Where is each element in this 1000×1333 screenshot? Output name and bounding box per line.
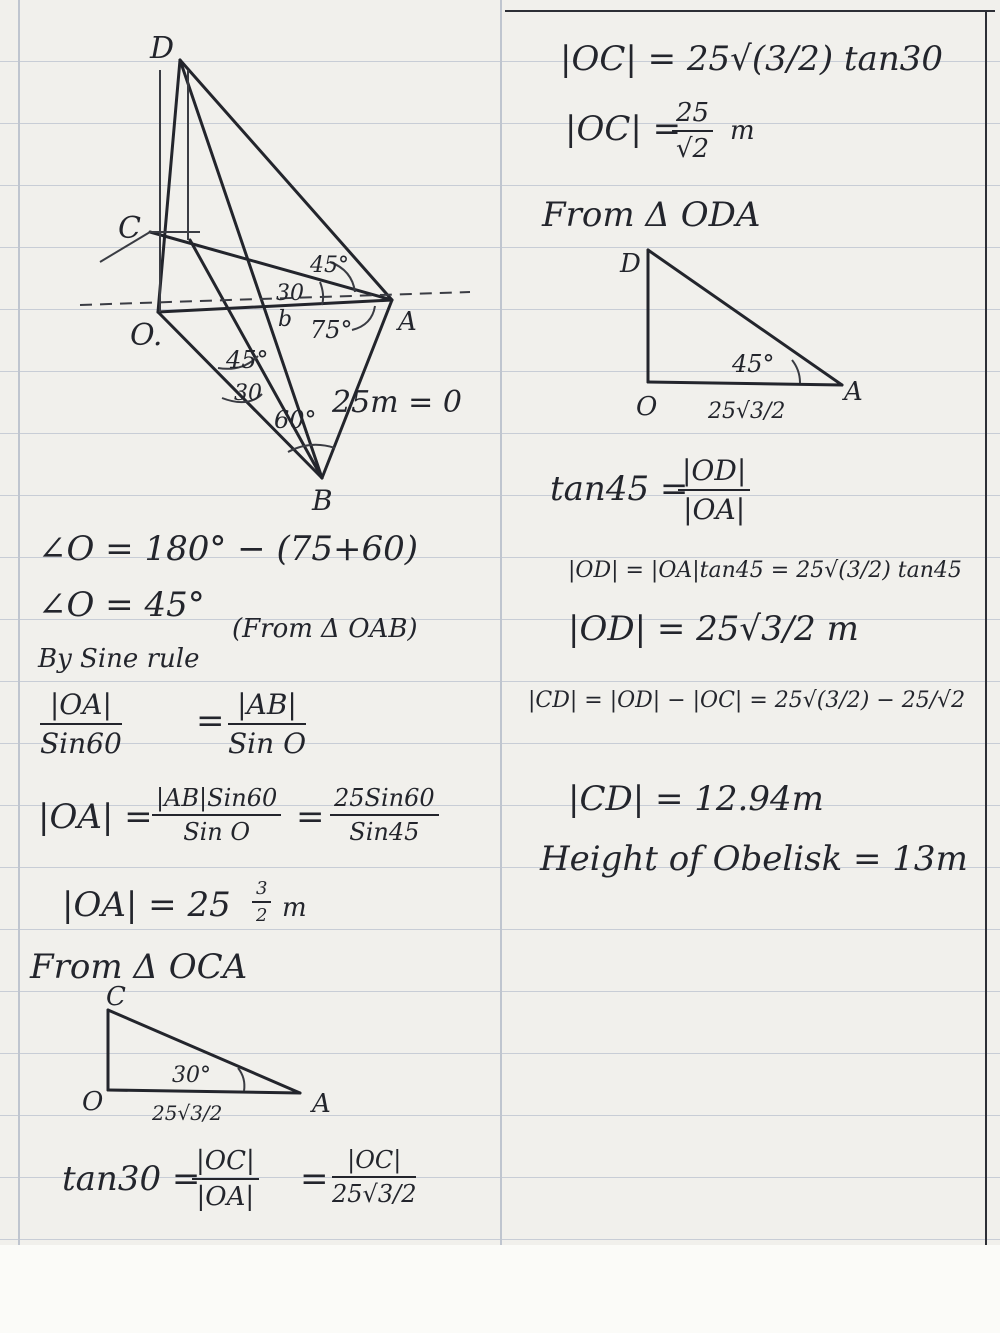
horizontal-reference — [80, 292, 470, 305]
angle-O-line1: ∠O = 180° − (75+60) — [38, 529, 419, 569]
ODA-angle-label: 45° — [732, 350, 775, 378]
line-OA — [158, 300, 392, 312]
tan30-lhs: tan30 = — [62, 1159, 201, 1199]
oa-eq-lhs: |OA| = — [38, 797, 153, 837]
tan30-equals: = — [300, 1159, 329, 1199]
ODA-angle-arc — [792, 360, 800, 383]
sine-eq-equals: = — [196, 701, 225, 741]
oa-eq-frac1 — [152, 784, 281, 846]
sine-eq-lhs — [40, 688, 122, 760]
tan30-frac2-den: 25√3/2 — [332, 1180, 417, 1208]
sine-eq-rhs-num: |AB| — [228, 688, 306, 725]
oa-result-root-fraction — [252, 878, 271, 926]
tan30-frac1 — [192, 1146, 259, 1212]
OCA-base-label: 25√3/2 — [152, 1101, 223, 1125]
OCA-label-O: O — [82, 1087, 104, 1117]
oa-result: |OA| = 25 — [62, 885, 231, 925]
oc-line2-lhs: |OC| = — [565, 109, 682, 149]
tan30-frac2-num: |OC| — [332, 1146, 416, 1178]
oa-eq-frac2-den: Sin45 — [349, 818, 420, 846]
ODA-label-O: O — [636, 392, 658, 422]
oc-line2-frac — [672, 98, 713, 164]
sine-rule-label: By Sine rule — [38, 644, 200, 674]
cd-line2: |CD| = 12.94m — [568, 779, 824, 819]
line-CA — [150, 232, 392, 300]
angle-arc-75 — [352, 306, 375, 330]
ODA-base-label: 25√3/2 — [708, 399, 786, 424]
ODA-label-A: A — [844, 377, 863, 407]
ODA-base — [648, 382, 842, 385]
oa-result-unit: m — [282, 893, 307, 923]
tan45-num: |OD| — [678, 454, 750, 491]
label-O: O. — [130, 318, 163, 353]
angle-arc-30 — [320, 282, 323, 305]
oa-result-root-num: 3 — [252, 878, 271, 903]
angle-label-30-top: 30 — [276, 281, 304, 306]
label-C: C — [118, 211, 141, 246]
oa-eq-equals: = — [296, 797, 325, 837]
oa-eq-frac2-num: 25Sin60 — [330, 784, 439, 816]
oc-line2-unit: m — [730, 116, 755, 146]
OCA-base — [108, 1090, 300, 1093]
tan30-frac1-den: |OA| — [196, 1182, 255, 1212]
oc-line1: |OC| = 25√(3/2) tan30 — [560, 39, 943, 79]
tan30-frac1-num: |OC| — [192, 1146, 259, 1180]
tan45-frac — [678, 454, 750, 526]
OCA-angle-label: 30° — [172, 1063, 211, 1088]
OCA-label-C: C — [106, 982, 126, 1012]
tan45-den: |OA| — [683, 493, 746, 526]
angle-label-45-top: 45° — [310, 253, 349, 278]
tan45-lhs: tan45 = — [550, 469, 689, 509]
line-DO — [158, 60, 180, 312]
length-label: 25m = 0 — [332, 385, 462, 420]
od-line1: |OD| = |OA|tan45 = 25√(3/2) tan45 — [568, 558, 962, 583]
height-result: Height of Obelisk = 13m — [540, 839, 968, 879]
cd-line1: |CD| = |OD| − |OC| = 25√(3/2) − 25/√2 — [528, 688, 966, 713]
from-OAB-note: (From Δ OAB) — [232, 614, 418, 644]
label-b: b — [278, 307, 293, 332]
from-OCA-heading: From Δ OCA — [30, 947, 248, 987]
label-B: B — [312, 484, 333, 517]
oc-line2-num: 25 — [672, 98, 713, 132]
line-DA — [180, 60, 392, 300]
torn-page-edge — [0, 1245, 1000, 1333]
tan30-frac2 — [332, 1146, 416, 1208]
from-ODA-heading: From Δ ODA — [542, 195, 761, 235]
sine-eq-rhs — [228, 688, 306, 760]
sine-eq-lhs-den: Sin60 — [40, 727, 122, 760]
angle-label-30-left: 30 — [234, 381, 262, 406]
label-D: D — [150, 31, 175, 66]
sine-eq-rhs-den: Sin O — [228, 727, 307, 760]
od-line2: |OD| = 25√3/2 m — [568, 609, 859, 649]
angle-label-75: 75° — [310, 316, 353, 344]
oa-result-root-den: 2 — [256, 905, 268, 926]
oa-eq-frac2 — [330, 784, 439, 846]
OCA-label-A: A — [312, 1089, 331, 1119]
ODA-label-D: D — [620, 249, 641, 279]
label-A: A — [398, 307, 417, 337]
angle-O-line2: ∠O = 45° — [38, 585, 205, 625]
angle-label-45-left: 45° — [226, 346, 269, 374]
angle-label-60: 60° — [274, 406, 317, 434]
OCA-angle-arc — [238, 1068, 244, 1091]
oa-eq-frac1-num: |AB|Sin60 — [152, 784, 281, 816]
sine-eq-lhs-num: |OA| — [40, 688, 122, 725]
oa-eq-frac1-den: Sin O — [183, 818, 251, 846]
oc-line2-den: √2 — [675, 134, 710, 164]
